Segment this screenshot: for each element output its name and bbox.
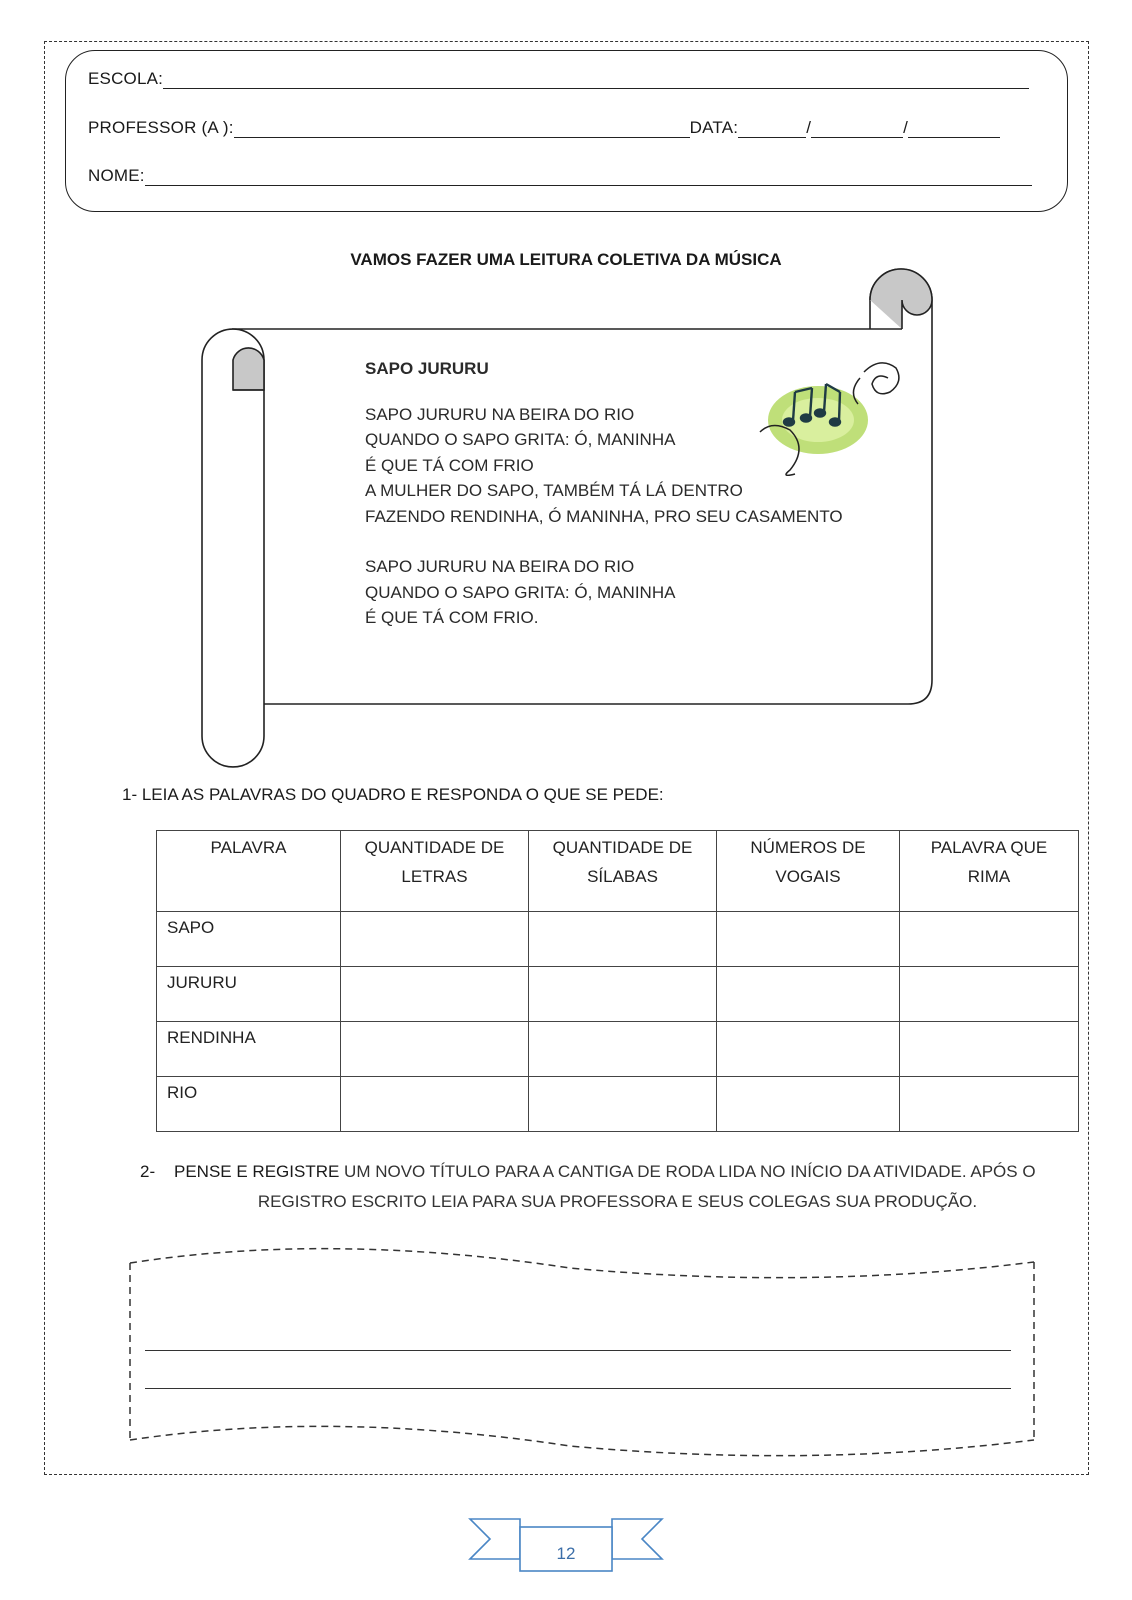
answer-cell[interactable]	[341, 1022, 529, 1077]
song-lyrics	[365, 356, 843, 656]
col-header-rima: PALAVRA QUE RIMA	[900, 831, 1079, 912]
answer-line-2[interactable]	[145, 1388, 1011, 1389]
lyric-line: FAZENDO RENDINHA, Ó MANINHA, PRO SEU CASAMENTO	[365, 506, 843, 526]
lyric-line: É QUE TÁ COM FRIO.	[365, 608, 539, 627]
scroll-left-roll	[202, 329, 264, 767]
lyric-line: A MULHER DO SAPO, TAMBÉM TÁ LÁ DENTRO	[365, 481, 743, 500]
answer-cell[interactable]	[341, 967, 529, 1022]
answer-line-1[interactable]	[145, 1350, 1011, 1351]
answer-cell[interactable]	[900, 1022, 1079, 1077]
answer-cell[interactable]	[717, 967, 900, 1022]
lyric-line: QUANDO O SAPO GRITA: Ó, MANINHA	[365, 582, 676, 602]
lyric-line: É QUE TÁ COM FRIO	[365, 455, 534, 475]
answer-frame	[130, 1249, 1034, 1456]
answer-cell[interactable]	[900, 912, 1079, 967]
table-row	[157, 1077, 1079, 1132]
date-separator: /	[903, 118, 909, 137]
lyric-line: SAPO JURURU NA BEIRA DO RIO	[365, 557, 635, 576]
answer-cell[interactable]	[717, 912, 900, 967]
table-row	[157, 967, 1079, 1022]
word-cell: RIO	[157, 1077, 341, 1132]
words-table	[156, 830, 1079, 1132]
word-cell: SAPO	[157, 912, 341, 967]
table-header-row	[157, 831, 1079, 912]
question-2-text-continued: REGISTRO ESCRITO LEIA PARA SUA PROFESSORA E SEUS COLEGAS SUA PRODUÇÃO.	[257, 1192, 978, 1211]
question-2-number: 2-	[140, 1162, 156, 1181]
table-row	[157, 1022, 1079, 1077]
answer-cell[interactable]	[900, 967, 1079, 1022]
answer-cell[interactable]	[341, 1077, 529, 1132]
song-title: SAPO JURURU	[365, 359, 489, 378]
answer-cell[interactable]	[529, 912, 717, 967]
section-title: VAMOS FAZER UMA LEITURA COLETIVA DA MÚSICA	[350, 250, 782, 269]
col-header-letras: QUANTIDADE DE LETRAS	[341, 831, 529, 912]
answer-cell[interactable]	[717, 1022, 900, 1077]
word-cell: JURURU	[157, 967, 341, 1022]
teacher-label: PROFESSOR (A ):	[88, 118, 234, 137]
col-header-palavra: PALAVRA	[157, 831, 341, 912]
answer-cell[interactable]	[900, 1077, 1079, 1132]
answer-cell[interactable]	[529, 1077, 717, 1132]
col-header-vogais: NÚMEROS DE VOGAIS	[717, 831, 900, 912]
stanza-1	[365, 402, 843, 530]
question-2	[140, 1157, 1065, 1217]
question-1: 1- LEIA AS PALAVRAS DO QUADRO E RESPONDA O QUE SE PEDE:	[122, 785, 664, 804]
answer-cell[interactable]	[341, 912, 529, 967]
answer-cell[interactable]	[717, 1077, 900, 1132]
col-header-silabas: QUANTIDADE DE SÍLABAS	[529, 831, 717, 912]
question-2-text: UM NOVO TÍTULO PARA A CANTIGA DE RODA LIDA NO INÍCIO DA ATIVIDADE. APÓS O	[339, 1162, 1036, 1181]
date-separator: /	[806, 118, 812, 137]
answer-cell[interactable]	[529, 967, 717, 1022]
answer-cell[interactable]	[529, 1022, 717, 1077]
page-number: 12	[556, 1544, 576, 1563]
stanza-2	[365, 554, 843, 631]
name-label: NOME:	[88, 166, 145, 185]
school-label: ESCOLA:	[88, 69, 164, 88]
date-label: DATA:	[689, 118, 739, 137]
lyric-line: SAPO JURURU NA BEIRA DO RIO	[365, 404, 635, 424]
word-cell: RENDINHA	[157, 1022, 341, 1077]
lyric-line: QUANDO O SAPO GRITA: Ó, MANINHA	[365, 430, 676, 449]
table-row	[157, 912, 1079, 967]
question-2-emphasis: PENSE E REGISTRE	[174, 1162, 340, 1181]
